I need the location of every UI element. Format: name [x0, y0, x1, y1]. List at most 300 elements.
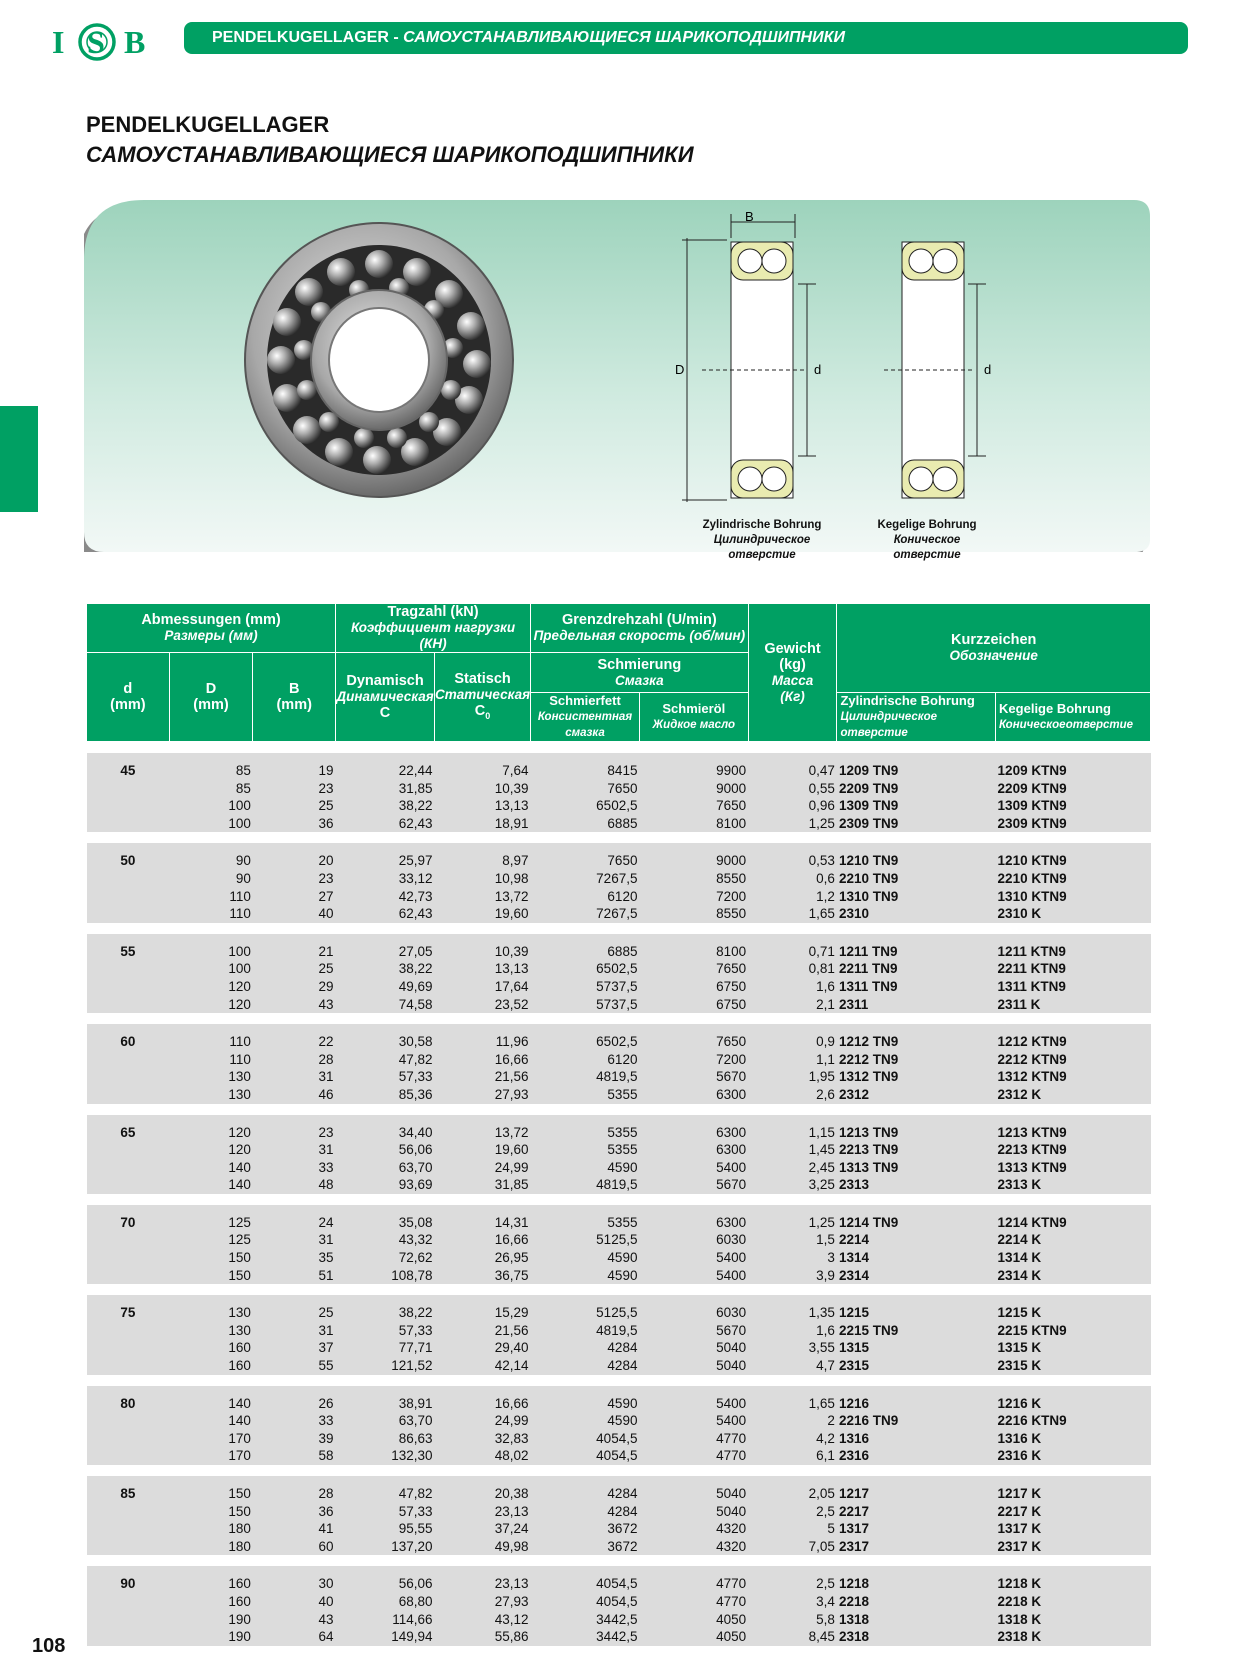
- designation-cylindrical: 2209 TN9: [837, 780, 996, 798]
- designation-cylindrical: 2216 TN9: [837, 1412, 996, 1430]
- oil-speed: 4320: [639, 1520, 748, 1538]
- designation-conical: 1310 KTN9: [996, 888, 1151, 906]
- designation-cylindrical: 1310 TN9: [837, 888, 996, 906]
- header-d-unit: (mm): [110, 697, 146, 713]
- weight: 4,2: [748, 1430, 837, 1448]
- table-row: [87, 1538, 1151, 1556]
- width: 51: [253, 1267, 336, 1285]
- weight: 4,7: [748, 1357, 837, 1375]
- bore-diameter: 65: [87, 1115, 170, 1142]
- width: 43: [253, 996, 336, 1014]
- weight: 2,5: [748, 1503, 837, 1521]
- bore-diameter: [87, 1267, 170, 1285]
- outer-diameter: 125: [169, 1231, 253, 1249]
- header-static: Statisch Статическая $C_0$: [435, 653, 531, 742]
- header-load-rating: [336, 604, 531, 653]
- designation-conical: 1215 K: [996, 1295, 1151, 1322]
- outer-diameter: 110: [169, 1024, 253, 1051]
- oil-speed: 5400: [639, 1412, 748, 1430]
- designation-cylindrical: 2214: [837, 1231, 996, 1249]
- designation-conical: 2211 KTN9: [996, 960, 1151, 978]
- designation-conical: 1309 KTN9: [996, 797, 1151, 815]
- oil-speed: 8100: [639, 934, 748, 961]
- grease-speed: 4054,5: [531, 1593, 640, 1611]
- table-row: [87, 1386, 1151, 1413]
- width: 36: [253, 815, 336, 833]
- static-load: 32,83: [435, 1430, 531, 1448]
- oil-speed: 5040: [639, 1476, 748, 1503]
- oil-speed: 4770: [639, 1447, 748, 1465]
- group-spacer-cell: [87, 1284, 1151, 1295]
- width: 25: [253, 797, 336, 815]
- dynamic-load: 114,66: [336, 1611, 435, 1629]
- weight: 2,1: [748, 996, 837, 1014]
- grease-speed: 5355: [531, 1205, 640, 1232]
- static-load: 11,96: [435, 1024, 531, 1051]
- width: 43: [253, 1611, 336, 1629]
- designation-cylindrical: 2318: [837, 1628, 996, 1646]
- outer-diameter: 140: [169, 1386, 253, 1413]
- designation-conical: 2209 KTN9: [996, 780, 1151, 798]
- designation-cylindrical: 1212 TN9: [837, 1024, 996, 1051]
- width: 21: [253, 934, 336, 961]
- width: 23: [253, 1115, 336, 1142]
- table-row: [87, 1476, 1151, 1503]
- header-big-d-label: D: [205, 681, 217, 697]
- grease-speed: 4590: [531, 1386, 640, 1413]
- grease-speed: 3672: [531, 1538, 640, 1556]
- width: 36: [253, 1503, 336, 1521]
- width: 37: [253, 1339, 336, 1357]
- group-spacer-cell: [87, 1104, 1151, 1115]
- outer-diameter: 160: [169, 1566, 253, 1593]
- caption-cylindrical: [682, 518, 842, 563]
- grease-speed: 4284: [531, 1357, 640, 1375]
- designation-cylindrical: 1311 TN9: [837, 978, 996, 996]
- designation-cylindrical: 2215 TN9: [837, 1322, 996, 1340]
- static-load: 7,64: [435, 753, 531, 780]
- group-spacer: [87, 1375, 1151, 1386]
- outer-diameter: 100: [169, 960, 253, 978]
- oil-speed: 9000: [639, 780, 748, 798]
- dynamic-load: 149,94: [336, 1628, 435, 1646]
- table-row: [87, 815, 1151, 833]
- static-load: 10,98: [435, 870, 531, 888]
- isb-logo: [52, 22, 164, 62]
- outer-diameter: 120: [169, 978, 253, 996]
- label-big-d: D: [675, 362, 685, 377]
- header-static-ru: Статическая: [435, 686, 531, 702]
- dynamic-load: 62,43: [336, 905, 435, 923]
- bore-diameter: [87, 1141, 170, 1159]
- oil-speed: 8100: [639, 815, 748, 833]
- dynamic-load: 27,05: [336, 934, 435, 961]
- designation-cylindrical: 1309 TN9: [837, 797, 996, 815]
- dynamic-load: 95,55: [336, 1520, 435, 1538]
- dynamic-load: 47,82: [336, 1051, 435, 1069]
- weight: 0,55: [748, 780, 837, 798]
- bore-diameter: 80: [87, 1386, 170, 1413]
- grease-speed: 5355: [531, 1115, 640, 1142]
- dynamic-load: 25,97: [336, 843, 435, 870]
- table-row: [87, 978, 1151, 996]
- designation-conical: 1318 K: [996, 1611, 1151, 1629]
- bore-diameter: [87, 1503, 170, 1521]
- grease-speed: 6502,5: [531, 960, 640, 978]
- weight: 6,1: [748, 1447, 837, 1465]
- weight: 2,05: [748, 1476, 837, 1503]
- bore-diameter: [87, 1430, 170, 1448]
- static-load: 55,86: [435, 1628, 531, 1646]
- static-load: 43,12: [435, 1611, 531, 1629]
- width: 26: [253, 1386, 336, 1413]
- dynamic-load: 35,08: [336, 1205, 435, 1232]
- oil-speed: 6300: [639, 1205, 748, 1232]
- weight: 7,05: [748, 1538, 837, 1556]
- table-row: [87, 753, 1151, 780]
- header-weight: [748, 604, 837, 742]
- designation-cylindrical: 2311: [837, 996, 996, 1014]
- static-load: 23,13: [435, 1566, 531, 1593]
- header-b: [253, 653, 336, 742]
- group-spacer: [87, 1104, 1151, 1115]
- designation-conical: 1217 K: [996, 1476, 1151, 1503]
- bore-diameter: 70: [87, 1205, 170, 1232]
- label-small-d-conical: d: [984, 362, 992, 377]
- outer-diameter: 120: [169, 1141, 253, 1159]
- static-load: 20,38: [435, 1476, 531, 1503]
- width: 41: [253, 1520, 336, 1538]
- dynamic-load: 31,85: [336, 780, 435, 798]
- designation-cylindrical: 2309 TN9: [837, 815, 996, 833]
- bore-diameter: [87, 1176, 170, 1194]
- grease-speed: 5125,5: [531, 1231, 640, 1249]
- group-spacer-cell: [87, 923, 1151, 934]
- table-row: [87, 1249, 1151, 1267]
- grease-speed: 4054,5: [531, 1430, 640, 1448]
- designation-cylindrical: 2313: [837, 1176, 996, 1194]
- header-dimensions: [87, 604, 336, 653]
- width: 25: [253, 960, 336, 978]
- oil-speed: 5040: [639, 1339, 748, 1357]
- static-load: 19,60: [435, 1141, 531, 1159]
- outer-diameter: 120: [169, 1115, 253, 1142]
- bore-diameter: [87, 1231, 170, 1249]
- designation-conical: 1312 KTN9: [996, 1068, 1151, 1086]
- weight: 2: [748, 1412, 837, 1430]
- designation-conical: 2316 K: [996, 1447, 1151, 1465]
- width: 64: [253, 1628, 336, 1646]
- bore-diameter: [87, 1086, 170, 1104]
- header-grease-de: Schmierfett: [549, 693, 621, 708]
- designation-conical: 1313 KTN9: [996, 1159, 1151, 1177]
- designation-cylindrical: 1215: [837, 1295, 996, 1322]
- table-row: [87, 1068, 1151, 1086]
- grease-speed: 4590: [531, 1159, 640, 1177]
- outer-diameter: 120: [169, 996, 253, 1014]
- table-row: [87, 1205, 1151, 1232]
- grease-speed: 5125,5: [531, 1295, 640, 1322]
- grease-speed: 4590: [531, 1267, 640, 1285]
- weight: 0,96: [748, 797, 837, 815]
- bearing-spec-table: [86, 603, 1151, 1646]
- dynamic-load: 74,58: [336, 996, 435, 1014]
- weight: 0,53: [748, 843, 837, 870]
- designation-cylindrical: 1318: [837, 1611, 996, 1629]
- outer-diameter: 90: [169, 843, 253, 870]
- header-title-ru: САМОУСТАНАВЛИВАЮЩИЕСЯ ШАРИКОПОДШИПНИКИ: [403, 29, 845, 46]
- table-row: [87, 1447, 1151, 1465]
- header-grease-ru1: Консистентная: [537, 711, 633, 723]
- bore-diameter: [87, 1538, 170, 1556]
- weight: 0,9: [748, 1024, 837, 1051]
- group-spacer: [87, 1555, 1151, 1566]
- caption-cylindrical-de: Zylindrische Bohrung: [702, 519, 822, 531]
- outer-diameter: 130: [169, 1086, 253, 1104]
- header-lubrication-ru: Смазка: [615, 672, 664, 688]
- grease-speed: 4819,5: [531, 1176, 640, 1194]
- table-row: [87, 1339, 1151, 1357]
- static-load: 26,95: [435, 1249, 531, 1267]
- designation-conical: 2212 KTN9: [996, 1051, 1151, 1069]
- header-conical-ru: Коническоеотверстие: [999, 719, 1134, 731]
- header-big-d: [169, 653, 253, 742]
- width: 35: [253, 1249, 336, 1267]
- header-designation-ru: Обозначение: [949, 648, 1038, 663]
- header-dimensions-ru: Размеры (мм): [164, 628, 258, 643]
- weight: 1,65: [748, 905, 837, 923]
- designation-conical: 2318 K: [996, 1628, 1151, 1646]
- header-dimensions-de: Abmessungen (mm): [141, 612, 281, 628]
- header-cylindrical-bore: [837, 693, 996, 742]
- width: 33: [253, 1412, 336, 1430]
- static-load: 24,99: [435, 1159, 531, 1177]
- header-static-de: Statisch: [454, 670, 511, 687]
- designation-conical: 2217 K: [996, 1503, 1151, 1521]
- designation-conical: 2311 K: [996, 996, 1151, 1014]
- bore-diameter: [87, 1322, 170, 1340]
- bore-diameter: 75: [87, 1295, 170, 1322]
- dynamic-load: 57,33: [336, 1068, 435, 1086]
- oil-speed: 7200: [639, 888, 748, 906]
- weight: 1,45: [748, 1141, 837, 1159]
- outer-diameter: 140: [169, 1412, 253, 1430]
- width: 22: [253, 1024, 336, 1051]
- oil-speed: 5400: [639, 1386, 748, 1413]
- header-oil-ru: Жидкое масло: [652, 719, 736, 731]
- designation-cylindrical: 1213 TN9: [837, 1115, 996, 1142]
- side-tab: [0, 406, 38, 512]
- header-dynamic: [336, 653, 435, 742]
- oil-speed: 4050: [639, 1628, 748, 1646]
- oil-speed: 6750: [639, 996, 748, 1014]
- grease-speed: 6885: [531, 815, 640, 833]
- width: 23: [253, 870, 336, 888]
- bore-diameter: [87, 978, 170, 996]
- header-b-label: B: [288, 681, 300, 697]
- caption-conical-ru: Коническое отверстие: [893, 534, 961, 561]
- dynamic-load: 47,82: [336, 1476, 435, 1503]
- oil-speed: 5670: [639, 1176, 748, 1194]
- outer-diameter: 170: [169, 1430, 253, 1448]
- svg-text:B: B: [124, 24, 146, 60]
- header-dynamic-de: Dynamisch: [346, 673, 424, 689]
- bore-diameter: [87, 1447, 170, 1465]
- page-title-de: PENDELKUGELLAGER: [86, 112, 330, 137]
- designation-conical: 1314 K: [996, 1249, 1151, 1267]
- designation-cylindrical: 2317: [837, 1538, 996, 1556]
- table-row: [87, 1267, 1151, 1285]
- grease-speed: 7267,5: [531, 870, 640, 888]
- grease-speed: 4284: [531, 1503, 640, 1521]
- bore-diameter: [87, 960, 170, 978]
- group-spacer-cell: [87, 1194, 1151, 1205]
- group-spacer: [87, 923, 1151, 934]
- outer-diameter: 150: [169, 1476, 253, 1503]
- width: 58: [253, 1447, 336, 1465]
- grease-speed: 8415: [531, 753, 640, 780]
- static-load: 36,75: [435, 1267, 531, 1285]
- dynamic-load: 137,20: [336, 1538, 435, 1556]
- oil-speed: 6300: [639, 1141, 748, 1159]
- grease-speed: 4284: [531, 1476, 640, 1503]
- weight: 2,5: [748, 1566, 837, 1593]
- weight: 0,6: [748, 870, 837, 888]
- grease-speed: 6120: [531, 888, 640, 906]
- oil-speed: 6300: [639, 1115, 748, 1142]
- grease-speed: 5355: [531, 1141, 640, 1159]
- table-row: [87, 934, 1151, 961]
- bore-diameter: [87, 780, 170, 798]
- designation-conical: 1315 K: [996, 1339, 1151, 1357]
- weight: 1,6: [748, 978, 837, 996]
- oil-speed: 4770: [639, 1593, 748, 1611]
- header-speed-ru: Предельная скорость (об/мин): [533, 628, 746, 643]
- designation-conical: 2214 K: [996, 1231, 1151, 1249]
- table-row: [87, 1086, 1151, 1104]
- group-spacer-cell: [87, 1013, 1151, 1024]
- designation-conical: 1216 K: [996, 1386, 1151, 1413]
- grease-speed: 4819,5: [531, 1322, 640, 1340]
- designation-cylindrical: 2217: [837, 1503, 996, 1521]
- oil-speed: 4320: [639, 1538, 748, 1556]
- oil-speed: 5400: [639, 1249, 748, 1267]
- oil-speed: 7200: [639, 1051, 748, 1069]
- designation-conical: 1209 KTN9: [996, 753, 1151, 780]
- designation-conical: 1211 KTN9: [996, 934, 1151, 961]
- bore-diameter: [87, 996, 170, 1014]
- group-spacer: [87, 1465, 1151, 1476]
- static-load: 19,60: [435, 905, 531, 923]
- oil-speed: 8550: [639, 870, 748, 888]
- grease-speed: 7267,5: [531, 905, 640, 923]
- width: 40: [253, 1593, 336, 1611]
- weight: 0,81: [748, 960, 837, 978]
- designation-conical: 2309 KTN9: [996, 815, 1151, 833]
- table-row: [87, 870, 1151, 888]
- dynamic-load: 108,78: [336, 1267, 435, 1285]
- static-load: 24,99: [435, 1412, 531, 1430]
- bore-diameter: [87, 1068, 170, 1086]
- weight: 1,2: [748, 888, 837, 906]
- designation-cylindrical: 1313 TN9: [837, 1159, 996, 1177]
- header-speed-limit: [531, 604, 749, 653]
- static-load: 23,13: [435, 1503, 531, 1521]
- outer-diameter: 150: [169, 1249, 253, 1267]
- group-spacer: [87, 1284, 1151, 1295]
- header-weight-unit-ru: (Кг): [780, 688, 805, 704]
- header-weight-unit: (kg): [779, 656, 806, 673]
- static-load: 14,31: [435, 1205, 531, 1232]
- header-designation-de: Kurzzeichen: [951, 632, 1037, 648]
- outer-diameter: 140: [169, 1159, 253, 1177]
- bore-diameter: [87, 1520, 170, 1538]
- width: 27: [253, 888, 336, 906]
- designation-cylindrical: 1217: [837, 1476, 996, 1503]
- group-spacer: [87, 832, 1151, 843]
- bore-diameter: [87, 870, 170, 888]
- table-row: [87, 1176, 1151, 1194]
- label-b: B: [745, 209, 754, 224]
- static-load: 13,13: [435, 797, 531, 815]
- designation-conical: 1218 K: [996, 1566, 1151, 1593]
- table-row: [87, 888, 1151, 906]
- header-speed-de: Grenzdrehzahl (U/min): [562, 612, 717, 628]
- designation-cylindrical: 1316: [837, 1430, 996, 1448]
- oil-speed: 6750: [639, 978, 748, 996]
- designation-cylindrical: 1312 TN9: [837, 1068, 996, 1086]
- dynamic-load: 57,33: [336, 1322, 435, 1340]
- table-row: [87, 1628, 1151, 1646]
- bore-diameter: [87, 1357, 170, 1375]
- dynamic-load: 93,69: [336, 1176, 435, 1194]
- outer-diameter: 180: [169, 1520, 253, 1538]
- header-designation: [837, 604, 1151, 693]
- dynamic-load: 43,32: [336, 1231, 435, 1249]
- page-title-ru: САМОУСТАНАВЛИВАЮЩИЕСЯ ШАРИКОПОДШИПНИКИ: [86, 142, 694, 167]
- designation-cylindrical: 2310: [837, 905, 996, 923]
- weight: 3,55: [748, 1339, 837, 1357]
- dynamic-load: 56,06: [336, 1566, 435, 1593]
- designation-conical: 1316 K: [996, 1430, 1151, 1448]
- table-row: [87, 1611, 1151, 1629]
- dynamic-load: 56,06: [336, 1141, 435, 1159]
- grease-speed: 5737,5: [531, 978, 640, 996]
- designation-cylindrical: 2218: [837, 1593, 996, 1611]
- table-row: [87, 1412, 1151, 1430]
- static-load: 8,97: [435, 843, 531, 870]
- header-d-label: d: [123, 681, 133, 697]
- outer-diameter: 190: [169, 1628, 253, 1646]
- table-row: [87, 960, 1151, 978]
- table-row: [87, 1051, 1151, 1069]
- dynamic-load: 38,91: [336, 1386, 435, 1413]
- grease-speed: 4590: [531, 1249, 640, 1267]
- designation-conical: 2313 K: [996, 1176, 1151, 1194]
- oil-speed: 7650: [639, 960, 748, 978]
- table-row: [87, 1159, 1151, 1177]
- oil-speed: 6300: [639, 1086, 748, 1104]
- weight: 1,65: [748, 1386, 837, 1413]
- header-oil: [639, 693, 748, 742]
- header-grease: [531, 693, 640, 742]
- bore-diameter: 50: [87, 843, 170, 870]
- table-row: [87, 905, 1151, 923]
- bore-diameter: [87, 1412, 170, 1430]
- width: 40: [253, 905, 336, 923]
- dynamic-load: 22,44: [336, 753, 435, 780]
- outer-diameter: 90: [169, 870, 253, 888]
